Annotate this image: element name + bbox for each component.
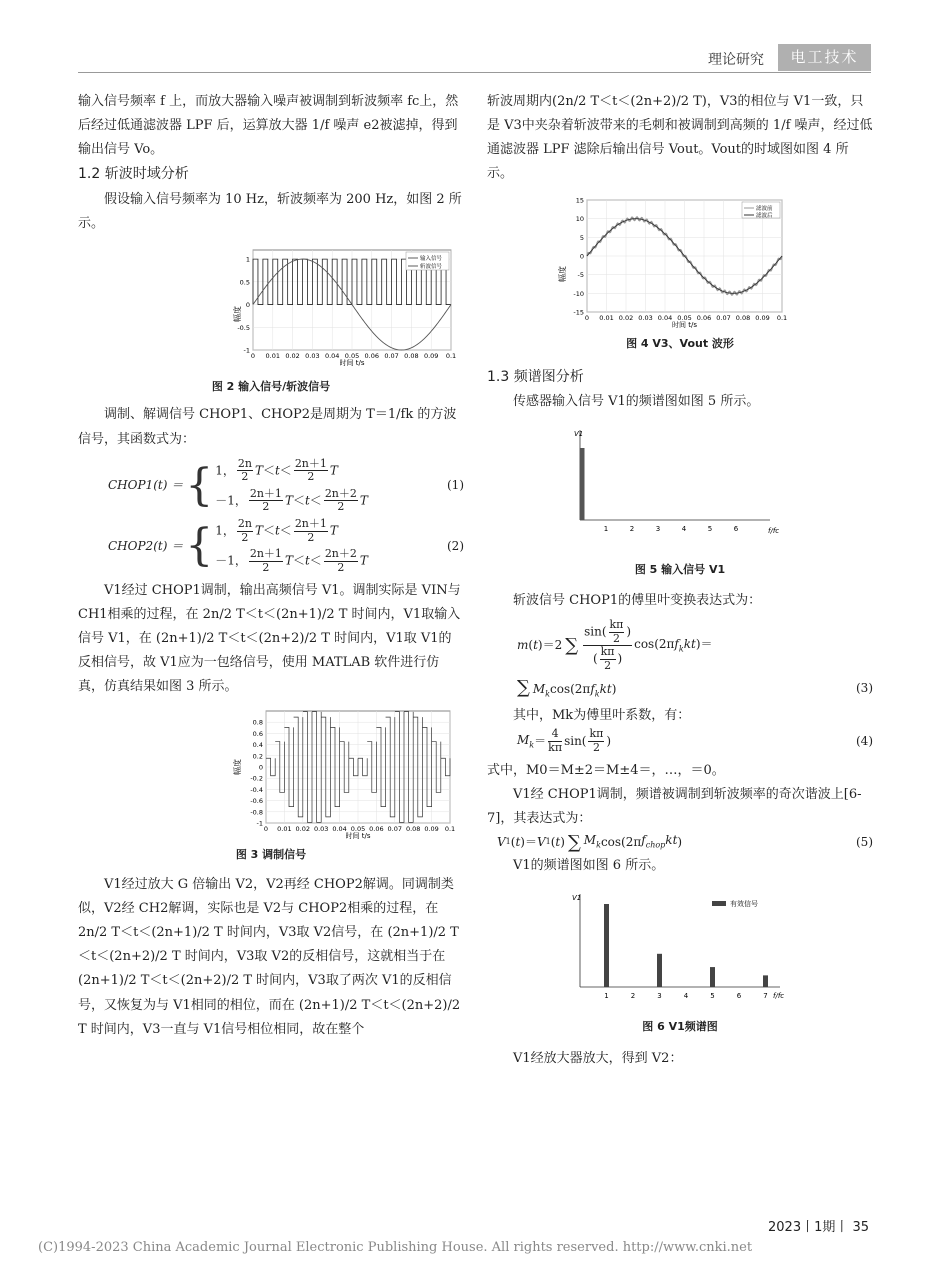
x-tick-label: 0.07 [716, 314, 731, 323]
figure-4-chart [487, 194, 873, 334]
x-tick-label: 1 [603, 525, 609, 534]
y-tick-label: 0.5 [239, 278, 250, 287]
figure-6-caption: 图 6 V1频谱图 [642, 1020, 718, 1034]
y-tick-label: -0.2 [250, 774, 263, 783]
equation-4: $M_k$ ＝ $\frac{4}{k\pi}$ sin( $\frac{k\pi}{2}$ ) (4) [517, 727, 873, 754]
paragraph: V1经过放大 G 倍输出 V2，V2再经 CHOP2解调。同调制类似，V2经 CH2解调，实际也是 V2与 CHOP2相乘的过程，在 2n/2 T＜t＜(2n+1)/2 T 时间内，V3取 V2信号，在 (2n+1)/2 T＜t＜(2n+2)/2 T 时间内，V3取 V2的反相信号，这就相当于在 (2n+1)/2 T＜t＜(2n+2)/2 T 时间内，V3取了两次 V1的反相信号，又恢复为与 V1相同的相位，而在 (2n+1)/2 T＜t＜(2n+2)/2 T 时间内，V3一直与 V1信号相位相同，故在整个 [78, 877, 461, 1037]
y-axis-label: 幅度 [558, 266, 567, 283]
section-heading-1-2: 1.2 斩波时域分析 [78, 166, 189, 183]
x-axis-label: f/fc [773, 992, 785, 1001]
legend-label: 滤波前 [756, 206, 773, 213]
equation-3-cont: ∑ $M_k\cos(2\pi f_kkt)$ (3) [517, 677, 873, 699]
x-tick-label: 4 [683, 992, 689, 1001]
figure-3-chart [78, 705, 464, 845]
legend-label: 有效信号 [730, 900, 758, 909]
y-axis-label: 幅度 [233, 306, 242, 323]
legend-label: 输入信号 [420, 256, 443, 263]
x-tick-label: 5 [707, 525, 713, 534]
x-tick-label: 0.03 [638, 314, 653, 323]
paragraph: 斩波周期内(2n/2 T＜t＜(2n+2)/2 T)，V3的相位与 V1一致，只是 V3中夹杂着斩波带来的毛刺和被调制到高频的 1/f 噪声，经过低通滤波器 LPF 滤除后输出信号 Vout。Vout的时域图如图 4 所示。 [487, 94, 873, 182]
paragraph: V1经过 CHOP1调制，输出高频信号 V1。调制实际是 VIN与 CH1相乘的过程，在 2n/2 T＜t＜(2n+1)/2 T 时间内，V1取输入信号 V1，在 (2n+1)/2 T＜t＜(2n+2)/2 T 时间内，V1取 V1的反相信号，故 V1应为一包络信号，使用 MATLAB 软件进行仿真，仿真结果如图 3 所示。 [78, 582, 461, 694]
section-heading-1-3: 1.3 频谱图分析 [487, 368, 584, 385]
x-tick-label: 0.05 [350, 824, 366, 833]
x-tick-label: 0.07 [387, 824, 403, 833]
y-axis-label: V1 [574, 430, 584, 439]
x-tick-label: 0.1 [776, 314, 788, 323]
y-tick-label: 0.6 [252, 729, 263, 738]
eq1-number: (1) [447, 478, 464, 493]
paragraph: 式中，M0＝M±2＝M±4＝，…，＝0。 [487, 762, 725, 778]
equation-3: m ( t )＝2 ∑ sin( $\frac{k\pi}{2}$ ) ( $\frac{k\pi}{2}$ ) $\cos(2\pi f_kkt)=$ [517, 617, 713, 672]
x-tick-label: 0.07 [384, 352, 399, 361]
x-tick-label: 0.01 [277, 824, 292, 833]
x-axis-label: 时间 t/s [672, 321, 697, 330]
y-tick-label: 0.4 [252, 741, 263, 750]
eq3-number: (3) [856, 680, 873, 695]
figure-5-chart [487, 420, 873, 560]
figure-2-caption: 图 2 输入信号/斩波信号 [211, 380, 331, 394]
x-tick-label: 3 [655, 525, 661, 534]
x-tick-label: 0.08 [405, 824, 421, 833]
paragraph: 传感器输入信号 V1的频谱图如图 5 所示。 [513, 394, 760, 410]
x-tick-label: 0.04 [324, 352, 340, 361]
y-tick-label: -1 [256, 819, 263, 828]
y-tick-label: -1 [243, 346, 250, 355]
x-tick-label: 0 [263, 824, 269, 833]
y-tick-label: 0 [245, 301, 250, 310]
x-axis-label: 时间 t/s [345, 831, 371, 840]
figure-5-caption: 图 5 输入信号 V1 [634, 563, 726, 577]
x-tick-label: 0.1 [444, 824, 456, 833]
x-tick-label: 0.08 [404, 352, 419, 361]
paragraph: 斩波信号 CHOP1的傅里叶变换表达式为： [513, 592, 762, 608]
x-tick-label: 0.02 [285, 352, 300, 361]
figure-6-chart [487, 882, 873, 1017]
spectrum-bar [710, 967, 715, 987]
x-tick-label: 7 [763, 992, 768, 1001]
y-tick-label: -0.5 [237, 323, 250, 332]
paragraph: 假设输入信号频率为 10 Hz，斩波频率为 200 Hz，如图 2 所示。 [78, 192, 462, 232]
x-axis-label: f/fc [768, 527, 780, 536]
eq1-lhs: CHOP1(t) ＝ [108, 478, 184, 493]
y-tick-label: 1 [245, 255, 250, 264]
page-number: 2023丨1期丨 35 [768, 1220, 870, 1235]
x-tick-label: 2 [629, 525, 635, 534]
y-tick-label: -0.8 [250, 808, 263, 817]
x-tick-label: 0.05 [677, 314, 692, 323]
x-tick-label: 1 [604, 992, 609, 1001]
y-tick-label: 10 [575, 215, 584, 224]
right-column [487, 90, 873, 1072]
y-tick-label: -0.6 [250, 797, 263, 806]
spectrum-bar [763, 975, 768, 987]
spectrum-bar [657, 954, 662, 987]
spectrum-bar [580, 448, 585, 520]
x-tick-label: 0 [250, 352, 256, 361]
eq5-number: (5) [856, 834, 873, 849]
y-axis-label: V1 [572, 894, 582, 903]
eq2-lhs: CHOP2(t) ＝ [108, 538, 184, 553]
legend [712, 899, 758, 908]
x-tick-label: 0.03 [305, 352, 320, 361]
x-tick-label: 0.04 [332, 824, 347, 833]
y-axis-label: 幅度 [233, 758, 242, 775]
left-column [78, 90, 464, 1042]
header-rule [78, 72, 871, 73]
figure-4-caption: 图 4 V3、Vout 波形 [626, 337, 734, 351]
x-tick-label: 0.09 [755, 314, 770, 323]
y-tick-label: -15 [573, 308, 584, 317]
x-tick-label: 3 [657, 992, 662, 1001]
y-tick-label: 5 [579, 234, 584, 243]
section-label: 理论研究 [708, 52, 764, 68]
x-tick-label: 0.1 [445, 352, 457, 361]
paragraph: 输入信号频率 f 上，而放大器输入噪声被调制到斩波频率 fc上，然后经过低通滤波器 LPF 后，运算放大器 1/f 噪声 e2被滤掉，得到输出信号 Vo。 [78, 94, 459, 158]
x-tick-label: 5 [710, 992, 715, 1001]
x-tick-label: 0.02 [618, 314, 634, 323]
copyright-notice: (C)1994-2023 China Academic Journal Electronic Publishing House. All rights reserved. http://www.cnki.net [38, 1240, 753, 1255]
figure-2-chart [78, 242, 464, 377]
x-tick-label: 0.09 [423, 352, 439, 361]
paragraph: V1经放大器放大，得到 V2： [513, 1051, 683, 1067]
eq2-number: (2) [447, 538, 464, 553]
y-tick-label: -0.4 [250, 785, 263, 794]
y-tick-label: 0.2 [252, 752, 263, 761]
x-tick-label: 0.01 [265, 352, 281, 361]
x-tick-label: 0.06 [364, 352, 380, 361]
x-tick-label: 0.04 [657, 314, 673, 323]
paragraph: 调制、解调信号 CHOP1、CHOP2是周期为 T＝1/fk 的方波信号，其函数式为： [78, 407, 457, 447]
paragraph: V1的频谱图如图 6 所示。 [513, 858, 665, 874]
legend-swatch [712, 901, 726, 906]
x-tick-label: 4 [681, 525, 687, 534]
x-tick-label: 0 [584, 314, 590, 323]
y-tick-label: -10 [573, 290, 584, 299]
x-tick-label: 6 [736, 992, 742, 1001]
x-tick-label: 0.03 [313, 824, 329, 833]
paragraph: 其中，Mk为傅里叶系数，有： [513, 708, 691, 724]
journal-box: 电工技术 [778, 44, 871, 71]
x-tick-label: 0.09 [424, 824, 439, 833]
legend [742, 202, 780, 219]
spectrum-bar [604, 904, 609, 987]
legend-label: 滤波后 [756, 213, 773, 220]
x-axis-label: 时间 t/s [339, 359, 365, 368]
legend-label: 斩波信号 [420, 264, 443, 271]
x-tick-label: 0.06 [369, 824, 384, 833]
figure-3-caption: 图 3 调制信号 [235, 847, 307, 861]
x-tick-label: 0.08 [735, 314, 751, 323]
y-tick-label: 15 [575, 196, 584, 205]
x-tick-label: 0.02 [295, 824, 311, 833]
y-tick-label: 0 [579, 252, 584, 261]
x-tick-label: 0.06 [696, 314, 712, 323]
eq4-number: (4) [856, 733, 873, 748]
y-tick-label: -5 [577, 271, 584, 280]
x-tick-label: 0.01 [599, 314, 614, 323]
y-tick-label: 0 [258, 763, 263, 772]
legend [406, 252, 449, 270]
equation-5: V 1 ( t )＝ V 1 ( t ) ∑ $M_k$ cos(2π $f_{chop}kt$ ) (5) [497, 831, 873, 853]
y-tick-label: 0.8 [252, 718, 263, 727]
paragraph: V1经 CHOP1调制，频谱被调制到斩波频率的奇次谐波上[6-7]，其表达式为： [487, 786, 862, 826]
equation-2: CHOP2(t) ＝ { 1， $\frac{2n}{2}$ T＜t＜ $\frac{2n+1}{2}$ T －1， $\frac{2n+1}{2}$ T＜t＜ $\frac{2n+2}{2}$ T (2) [108, 517, 464, 575]
equation-1: CHOP1(t) ＝ { 1， $\frac{2n}{2}$ T＜t＜ $\frac{2n+1}{2}$ T －1， $\frac{2n+1}{2}$ T＜t＜ $\frac{2n+2}{2}$ T (1) [108, 456, 464, 514]
x-tick-label: 0.05 [344, 352, 360, 361]
x-tick-label: 6 [733, 525, 739, 534]
x-tick-label: 2 [630, 992, 636, 1001]
